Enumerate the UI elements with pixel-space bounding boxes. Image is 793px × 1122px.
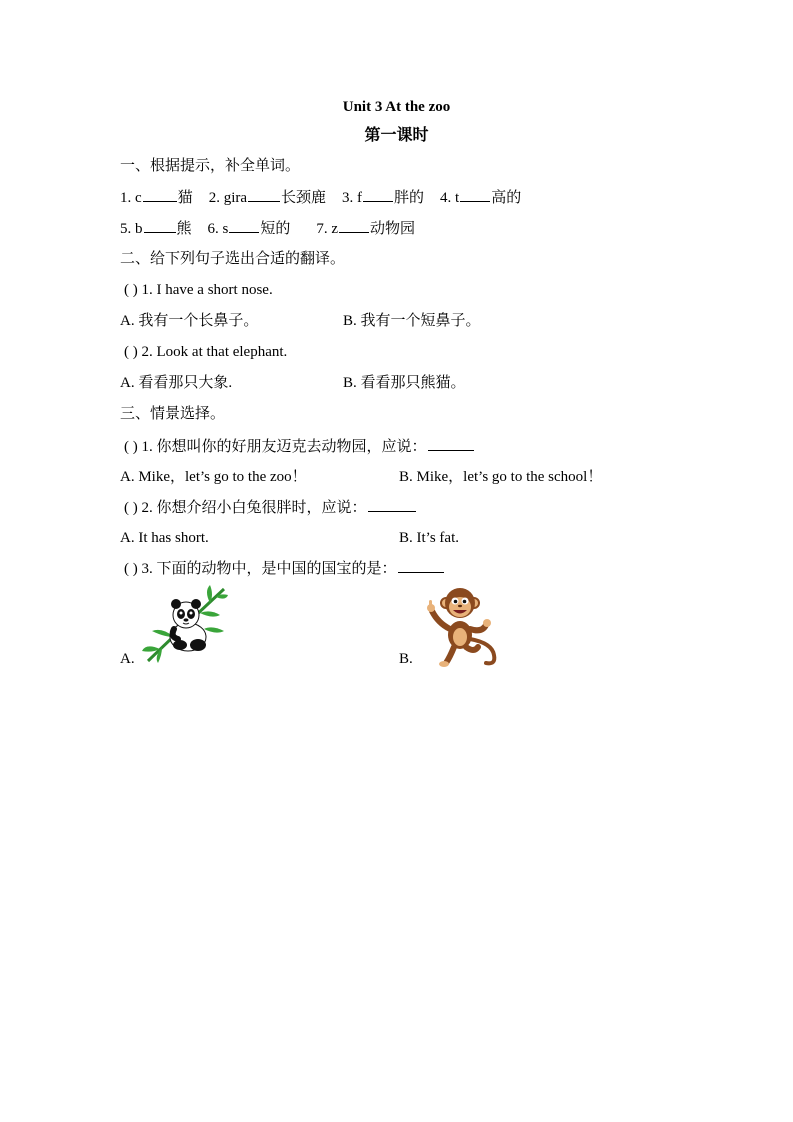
item-5-hint: 熊	[176, 221, 192, 237]
item-1-hint: 猫	[177, 190, 193, 206]
item-1-blank[interactable]	[143, 187, 177, 202]
s2-q1-option-b: B. 我有一个短鼻子。	[343, 313, 481, 329]
item-4-prefix: 4. t	[440, 190, 460, 206]
item-4-hint: 高的	[491, 190, 522, 206]
question-text: 2. 你想介绍小白兔很胖时，应说：	[141, 500, 367, 516]
s3-q2-option-a: A. It has short.	[120, 530, 209, 546]
answer-paren[interactable]: ( )	[124, 439, 138, 455]
item-7-blank[interactable]	[339, 218, 369, 233]
item-6-hint: 短的	[260, 221, 291, 237]
section1-heading: 一、根据提示，补全单词。	[120, 158, 301, 174]
item-7-hint: 动物园	[370, 221, 416, 237]
question-text: 2. Look at that elephant.	[141, 344, 288, 360]
unit-title: Unit 3 At the zoo	[342, 99, 451, 115]
item-2-prefix: 2. gira	[208, 190, 248, 206]
s3-q1-option-a: A. Mike，let’s go to the zoo！	[120, 469, 307, 485]
item-5-prefix: 5. b	[120, 221, 143, 237]
item-4-blank[interactable]	[460, 187, 490, 202]
item-5-blank[interactable]	[144, 218, 176, 233]
item-3-hint: 胖的	[394, 190, 425, 206]
s2-q1	[124, 280, 273, 300]
s2-q2-option-a: A. 看看那只大象.	[120, 375, 233, 391]
s3-q1	[124, 436, 475, 457]
s3-q1-option-b: B. Mike，let’s go to the school！	[399, 469, 603, 485]
question-text: 1. 你想叫你的好朋友迈克去动物园，应说：	[141, 439, 427, 455]
monkey-icon	[420, 583, 502, 667]
s3-q2	[124, 497, 417, 518]
section2-heading: 二、给下列句子选出合适的翻译。	[120, 251, 346, 267]
item-7-prefix: 7. z	[316, 221, 339, 237]
lesson-title: 第一课时	[364, 127, 429, 144]
answer-blank[interactable]	[398, 558, 444, 573]
s2-q2-option-b: B. 看看那只熊猫。	[343, 375, 466, 391]
answer-paren[interactable]: ( )	[124, 282, 138, 298]
item-2-blank[interactable]	[248, 187, 280, 202]
s3-q3-option-b: B.	[399, 651, 413, 667]
s2-q2	[124, 342, 287, 362]
panda-bamboo-icon	[140, 585, 230, 665]
question-text: 3. 下面的动物中，是中国的国宝的是：	[141, 561, 397, 577]
s2-q1-option-a: A. 我有一个长鼻子。	[120, 313, 259, 329]
item-2-hint: 长颈鹿	[281, 190, 327, 206]
item-3-blank[interactable]	[363, 187, 393, 202]
answer-paren[interactable]: ( )	[124, 344, 138, 360]
item-6-prefix: 6. s	[207, 221, 229, 237]
answer-blank[interactable]	[368, 497, 416, 512]
answer-paren[interactable]: ( )	[124, 561, 138, 577]
question-text: 1. I have a short nose.	[141, 282, 273, 298]
s3-q3-option-a: A.	[120, 651, 135, 667]
section1-row2	[120, 218, 415, 239]
s3-q3	[124, 558, 445, 579]
section3-heading: 三、情景选择。	[120, 406, 226, 422]
answer-paren[interactable]: ( )	[124, 500, 138, 516]
section1-row1	[120, 187, 521, 208]
item-6-blank[interactable]	[229, 218, 259, 233]
item-1-prefix: 1. c	[120, 190, 142, 206]
answer-blank[interactable]	[428, 436, 474, 451]
s3-q2-option-b: B. It’s fat.	[399, 530, 459, 546]
item-3-prefix: 3. f	[342, 190, 363, 206]
